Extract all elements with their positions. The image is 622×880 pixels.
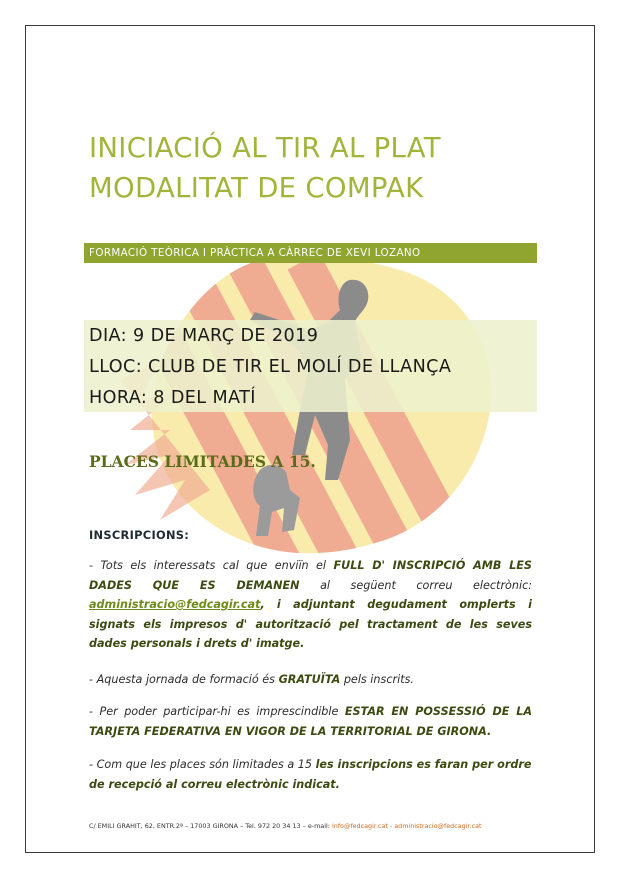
footer-admin-email[interactable]: administracio@fedcagir.cat [394, 822, 482, 830]
event-location: LLOC: CLUB DE TIR EL MOLÍ DE LLANÇA [89, 357, 452, 377]
footer-address: C/ EMILI GRAHIT, 62, ENTR.2ª – 17003 GIRONA – Tel. 972 20 34 13 – e-mail: [89, 822, 330, 830]
p1-comma: , [260, 598, 265, 611]
title-line-2: MODALITAT DE COMPAK [89, 172, 424, 204]
footer-separator: - [387, 822, 395, 830]
p1-text-e: i adjuntant degudament omplerts i signats els impresos d' autorització pel tractament de les seves dades personals i drets d' imatge. [89, 598, 532, 650]
footer-info-email[interactable]: info@fedcagir.cat [331, 822, 388, 830]
p3-text-a: - Per poder participar-hi es imprescindible [89, 705, 339, 718]
admin-email-link[interactable]: administracio@fedcagir.cat [89, 598, 261, 611]
inscription-paragraph-1 [89, 556, 532, 654]
limited-places-notice: PLACES LIMITADES A 15. [89, 452, 316, 471]
p1-text-c: al següent correu electrònic: [320, 578, 533, 592]
catalonia-shooting-watermark [100, 240, 520, 600]
p4-text-a: - Com que les places són limitades a 15 [89, 758, 312, 771]
event-time: HORA: 8 DEL MATÍ [89, 388, 256, 408]
subtitle-bar: FORMACIÓ TEÒRICA I PRÀCTICA A CÀRREC DE XEVI LOZANO [84, 243, 537, 263]
event-date: DIA: 9 DE MARÇ DE 2019 [89, 326, 319, 346]
p1-text-b: FULL D' INSCRIPCIÓ AMB LES DADES QUE ES DEMANEN [89, 559, 532, 592]
footer-contact [89, 822, 482, 830]
inscription-paragraph-3 [89, 702, 532, 741]
inscription-paragraph-2 [89, 670, 532, 690]
p2-text-a: - Aquesta jornada de formació és [89, 673, 276, 686]
p2-text-c: pels inscrits. [343, 673, 414, 686]
inscription-paragraph-4 [89, 755, 532, 794]
p1-text-a: - Tots els interessats cal que enviïn el [89, 559, 327, 572]
inscriptions-heading: INSCRIPCIONS: [89, 528, 190, 542]
p3-text-b: ESTAR EN POSSESSIÓ DE LA TARJETA FEDERATIVA EN VIGOR DE LA TERRITORIAL DE GIRONA. [89, 705, 532, 738]
title-line-1: INICIACIÓ AL TIR AL PLAT [89, 132, 441, 164]
p4-text-b: les inscripcions es faran per ordre de recepció al correu electrònic indicat. [89, 758, 532, 791]
p2-text-b: GRATUÏTA [278, 673, 341, 686]
page-title [89, 128, 441, 208]
